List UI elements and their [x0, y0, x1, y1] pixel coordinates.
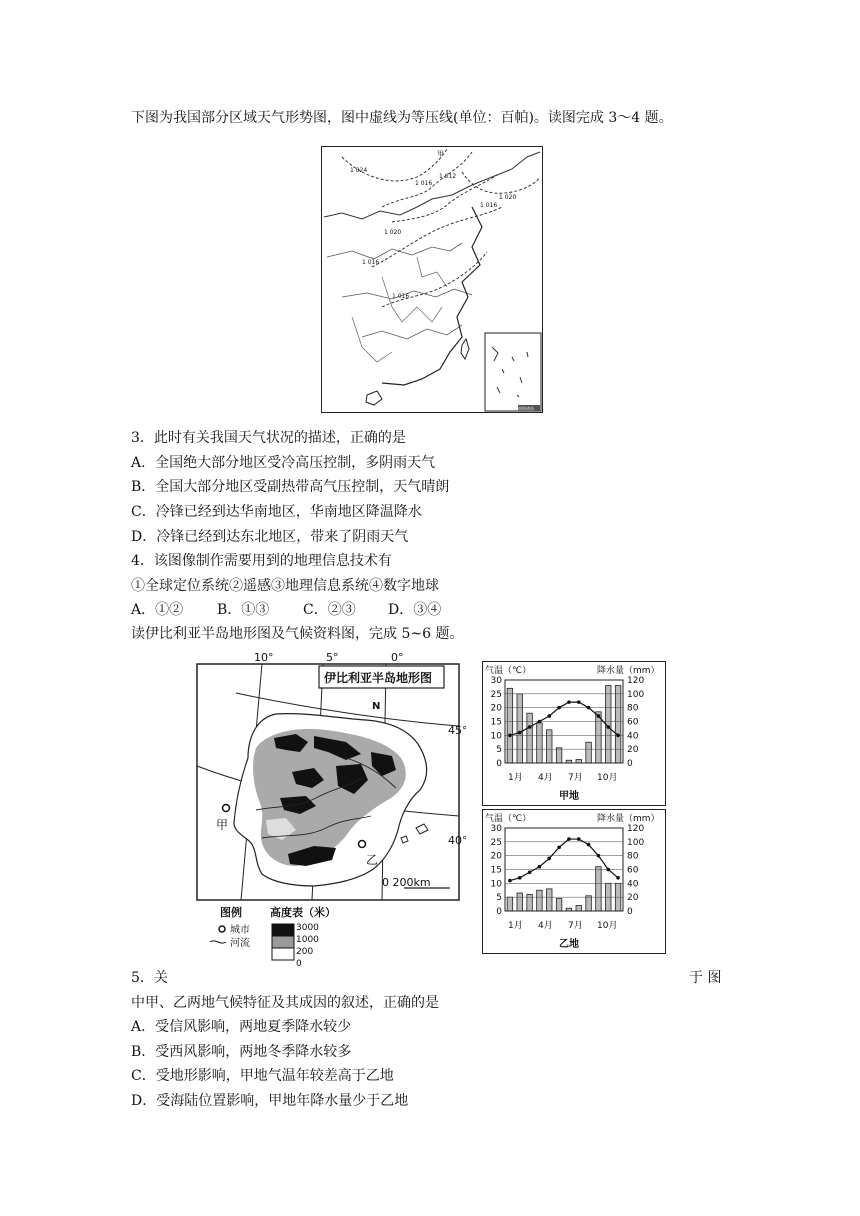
chartB-precip-tick: 80	[627, 851, 639, 862]
intro-text-2: 读伊比利亚半岛地形图及气候资料图，完成 5~6 题。	[131, 626, 464, 642]
chartB-name: 乙地	[559, 939, 579, 950]
chartA-temp-label: 气温（℃）	[485, 666, 532, 676]
chartA-temp-point	[508, 734, 512, 738]
q5-stem-cont: 中甲、乙两地气候特征及其成因的叙述，正确的是	[131, 995, 439, 1011]
chartB-precip-bar	[527, 894, 533, 911]
lon-label-0: 0°	[391, 651, 404, 664]
climate-chart-yi	[482, 809, 666, 954]
q4-option-d: D．③④	[388, 602, 442, 618]
q4-stem: 4．该图像制作需要用到的地理信息技术有	[131, 553, 392, 569]
chartA-precip-bar	[507, 688, 513, 763]
chartB-precip-tick: 100	[627, 837, 645, 848]
chartA-precip-tick: 20	[627, 745, 639, 756]
chartA-precip-bar	[586, 742, 592, 763]
chartA-temp-point	[597, 714, 601, 718]
q3-option-c: C．冷锋已经到达华南地区，华南地区降温降水	[131, 504, 422, 520]
chartA-temp-point	[557, 706, 561, 710]
chartA-precip-bar	[615, 686, 621, 763]
elev-200: 200	[296, 947, 314, 957]
chartB-temp-point	[557, 846, 561, 850]
chartA-temp-point	[518, 731, 522, 735]
chartA-temp-tick: 5	[496, 745, 502, 756]
chartA-month-7: 7月	[568, 773, 583, 783]
chartA-temp-point	[577, 700, 581, 704]
chartA-temp-point	[606, 725, 610, 729]
chartB-precip-tick: 60	[627, 865, 639, 876]
elevation-legend-title: 高度表（米）	[270, 906, 336, 919]
place-label-yi: 乙	[366, 853, 379, 867]
chartA-temp-point	[528, 725, 532, 729]
chartB-precip-bar	[556, 899, 562, 911]
chartA-precip-tick: 0	[627, 759, 633, 769]
weather-map-drawing	[322, 147, 542, 412]
map1-label-1024: 1 024	[350, 167, 368, 174]
legend-title: 图例	[220, 906, 242, 919]
map1-label-1016d: 1 016	[392, 293, 410, 300]
chartA-temp-line	[510, 702, 618, 735]
chartB-precip-bar	[537, 890, 543, 911]
chartA-month-10: 10月	[597, 773, 618, 783]
chartB-temp-tick: 25	[490, 837, 502, 848]
south-china-sea-inset	[485, 333, 541, 411]
q5-option-a: A．受信风影响，两地夏季降水较少	[131, 1019, 352, 1035]
chartB-precip-bar	[576, 905, 582, 911]
chartB-temp-tick: 20	[490, 851, 502, 862]
chartA-precip-label: 降水量（mm）	[597, 666, 660, 676]
chartB-temp-point	[528, 870, 532, 874]
elev-1000: 1000	[296, 935, 319, 945]
chartB-temp-point	[606, 868, 610, 872]
chartB-temp-tick: 15	[490, 865, 502, 876]
climate-chart-jia-svg	[483, 662, 665, 805]
chartB-temp-point	[616, 876, 620, 880]
q3-stem: 3．此时有关我国天气状况的描述，正确的是	[131, 430, 406, 446]
map1-label-1016c: 1 016	[362, 259, 380, 266]
lat-label-45: 45°	[448, 724, 466, 737]
chartA-temp-point	[567, 700, 571, 704]
elev-0: 0	[296, 959, 302, 969]
map1-label-1020a: 1 020	[499, 194, 517, 201]
chartA-temp-point	[547, 714, 551, 718]
place-label-jia: 甲	[216, 818, 229, 832]
chartA-precip-bar	[546, 730, 552, 763]
q5-stem-end: 于 图	[689, 970, 722, 986]
chartA-precip-bar	[537, 723, 543, 763]
q5-option-c: C．受地形影响，甲地气温年较差高于乙地	[131, 1068, 394, 1084]
q5-option-b: B．受西风影响，两地冬季降水较多	[131, 1044, 352, 1060]
q4-items: ①全球定位系统②遥感③地理信息系统④数字地球	[131, 578, 439, 594]
chartA-precip-tick: 120	[627, 676, 645, 686]
chartB-temp-label: 气温（℃）	[485, 814, 532, 824]
chartB-precip-bar	[507, 897, 513, 911]
q4-option-b: B．①③	[217, 602, 270, 618]
chartA-precip-tick: 80	[627, 703, 639, 714]
map1-label-1016a: 1 016	[415, 180, 433, 187]
chartB-temp-point	[577, 837, 581, 841]
chartB-temp-tick: 30	[490, 824, 502, 834]
chartB-temp-tick: 5	[496, 893, 502, 904]
city-yi-marker	[359, 841, 366, 848]
chartB-temp-point	[597, 854, 601, 858]
chartB-temp-point	[508, 879, 512, 883]
map1-label-jia: 甲	[437, 150, 444, 158]
chartA-precip-bar	[556, 748, 562, 763]
chartB-precip-tick: 0	[627, 907, 633, 917]
chartA-month-4: 4月	[538, 773, 553, 783]
intro-text-1: 下图为我国部分区域天气形势图，图中虚线为等压线(单位：百帕)。读图完成 3～4 题。	[131, 110, 673, 126]
north-arrow: N	[372, 701, 381, 712]
chartB-temp-tick: 0	[496, 907, 502, 917]
chartA-precip-tick: 60	[627, 717, 639, 728]
chartB-month-7: 7月	[568, 921, 583, 931]
q5-stem-start: 5．关	[131, 970, 168, 986]
chartB-month-4: 4月	[538, 921, 553, 931]
chartA-temp-point	[616, 734, 620, 738]
climate-chart-jia	[482, 661, 666, 806]
chartA-name: 甲地	[559, 791, 579, 802]
q3-option-b: B．全国大部分地区受副热带高气压控制，天气晴朗	[131, 479, 450, 495]
q4-option-c: C．②③	[303, 602, 356, 618]
chartA-precip-bar	[527, 713, 533, 763]
inset-caption: 南海诸岛	[518, 406, 534, 411]
chartA-temp-tick: 30	[490, 676, 502, 686]
map1-label-1020b: 1 020	[384, 229, 402, 236]
lat-label-40: 40°	[448, 834, 466, 847]
chartB-precip-tick: 120	[627, 824, 645, 834]
chartB-temp-point	[538, 865, 542, 869]
climate-chart-yi-svg	[483, 810, 665, 953]
chartB-month-1: 1月	[508, 921, 523, 931]
iberia-figure	[196, 648, 466, 973]
chartA-precip-bar	[517, 694, 523, 763]
chartB-precip-tick: 20	[627, 893, 639, 904]
chartA-temp-point	[587, 706, 591, 710]
chartA-month-1: 1月	[508, 773, 523, 783]
chartB-precip-label: 降水量（mm）	[597, 814, 660, 824]
chartB-precip-bar	[586, 896, 592, 911]
chartA-precip-tick: 100	[627, 689, 645, 700]
chartB-precip-bar	[596, 867, 602, 911]
chartA-temp-tick: 20	[490, 703, 502, 714]
chartB-temp-line	[510, 839, 618, 881]
chartA-temp-tick: 10	[490, 731, 502, 742]
q5-option-d: D．受海陆位置影响，甲地年降水量少于乙地	[131, 1093, 409, 1109]
q3-option-a: A．全国绝大部分地区受冷高压控制，多阴雨天气	[131, 455, 436, 471]
chartB-precip-bar	[546, 889, 552, 911]
legend-river: 河流	[230, 938, 250, 949]
chartB-temp-point	[567, 837, 571, 841]
weather-map	[321, 146, 543, 413]
elev-3000: 3000	[296, 923, 319, 933]
chartA-temp-tick: 15	[490, 717, 502, 728]
chartB-precip-bar	[517, 893, 523, 911]
q3-option-d: D．冷锋已经到达东北地区，带来了阴雨天气	[131, 529, 409, 545]
chartB-month-10: 10月	[597, 921, 618, 931]
scale-label: 0 200km	[382, 876, 431, 889]
legend-city: 城市	[230, 925, 250, 936]
chartA-temp-point	[538, 720, 542, 724]
map1-label-1012: 1 012	[439, 173, 457, 180]
chartA-temp-tick: 25	[490, 689, 502, 700]
chartB-temp-point	[587, 843, 591, 847]
chartA-precip-tick: 40	[627, 731, 639, 742]
chartB-temp-tick: 10	[490, 879, 502, 890]
chartA-precip-bar	[596, 712, 602, 763]
q4-option-a: A．①②	[131, 602, 184, 618]
chartB-precip-tick: 40	[627, 879, 639, 890]
city-jia-marker	[223, 805, 230, 812]
iberia-map-drawing	[196, 648, 466, 973]
lon-label-5: 5°	[326, 651, 339, 664]
map2-title: 伊比利亚半岛地形图	[324, 671, 433, 685]
chartA-temp-tick: 0	[496, 759, 502, 769]
chartB-temp-point	[518, 876, 522, 880]
map1-label-1016b: 1 016	[480, 202, 498, 209]
lon-label-10: 10°	[254, 651, 274, 664]
chartA-precip-bar	[576, 760, 582, 763]
chartB-temp-point	[547, 857, 551, 861]
